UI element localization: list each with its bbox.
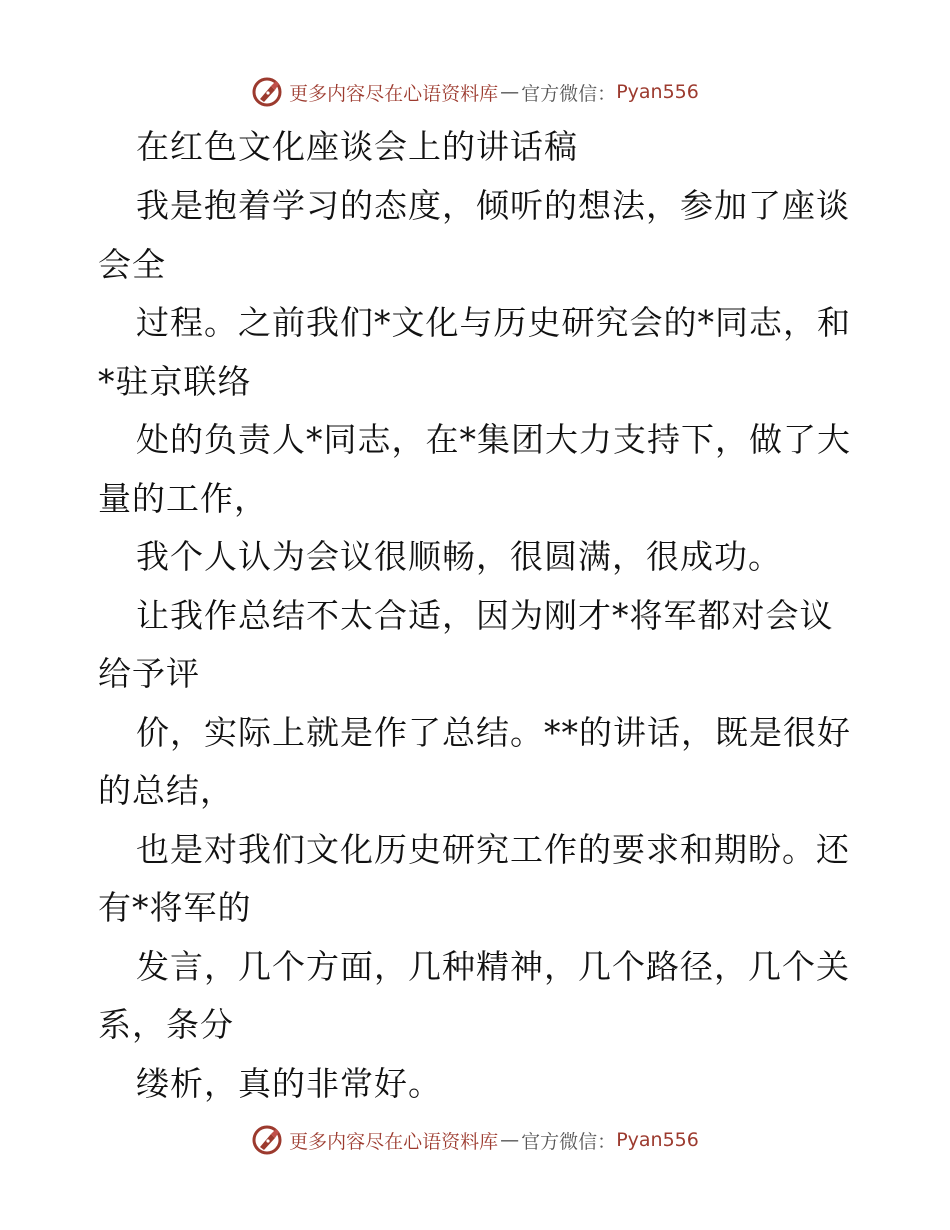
paragraph-line: 缕析，真的非常好。: [136, 1064, 442, 1103]
paragraph-line: 系，条分: [98, 1005, 234, 1044]
watermark-brand-text: 更多内容尽在心语资料库: [289, 1130, 499, 1153]
paragraph-line: 也是对我们文化历史研究工作的要求和期盼。还: [136, 830, 850, 869]
watermark-label: 官方微信：: [521, 82, 617, 105]
footer-watermark: [0, 1120, 950, 1160]
paragraph-line: 价，实际上就是作了总结。**的讲话，既是很好: [136, 713, 851, 752]
watermark-separator: —: [500, 81, 520, 103]
watermark-label: 官方微信：: [521, 1130, 617, 1153]
paragraph-line: 处的负责人*同志，在*集团大力支持下，做了大: [136, 420, 851, 459]
paragraph-line: 有*将军的: [98, 888, 252, 927]
pen-nib-logo-icon: [251, 76, 283, 108]
pen-nib-logo-icon: [251, 1124, 283, 1156]
watermark-separator: —: [500, 1129, 520, 1151]
paragraph-line: 让我作总结不太合适，因为刚才*将军都对会议: [136, 596, 834, 635]
watermark-wechat-id: Pyan556: [616, 81, 699, 103]
paragraph-line: 给予评: [98, 654, 200, 693]
paragraph-line: 我个人认为会议很顺畅，很圆满，很成功。: [136, 537, 782, 576]
header-watermark: [0, 72, 950, 112]
paragraph-line: 的总结，: [98, 771, 234, 810]
watermark-brand-text: 更多内容尽在心语资料库: [289, 82, 499, 105]
document-title: 在红色文化座谈会上的讲话稿: [136, 127, 578, 166]
paragraph-line: 量的工作，: [98, 479, 268, 518]
paragraph-line: *驻京联络: [98, 362, 252, 401]
paragraph-line: 过程。之前我们*文化与历史研究会的*同志，和: [136, 303, 851, 342]
paragraph-line: 我是抱着学习的态度，倾听的想法，参加了座谈: [136, 186, 850, 225]
paragraph-line: 发言，几个方面，几种精神，几个路径，几个关: [136, 947, 850, 986]
paragraph-line: 会全: [98, 245, 166, 284]
watermark-wechat-id: Pyan556: [616, 1129, 699, 1151]
